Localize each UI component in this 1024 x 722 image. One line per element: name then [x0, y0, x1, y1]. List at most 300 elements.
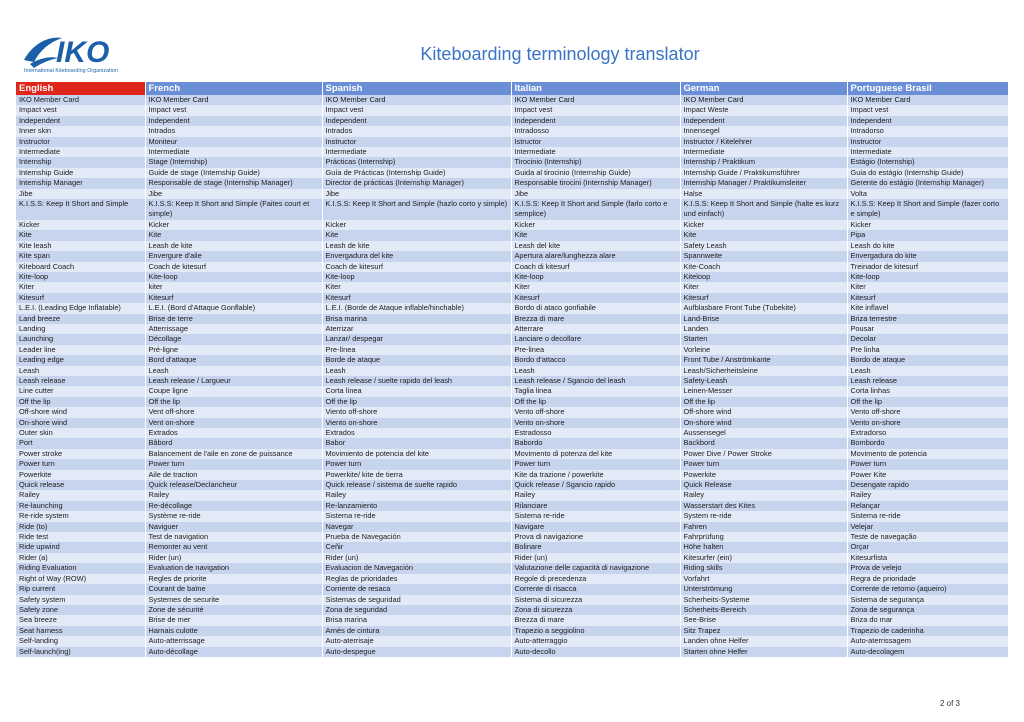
- cell-german: Kiter: [680, 282, 847, 292]
- cell-italian: Rilanciare: [511, 501, 680, 511]
- table-row: [16, 542, 1008, 552]
- cell-spanish: Viento off-shore: [322, 407, 511, 417]
- cell-english: Internship Guide: [16, 168, 145, 178]
- cell-italian: Prova di navigazione: [511, 532, 680, 542]
- cell-portuguese: Pousar: [847, 324, 1008, 334]
- cell-portuguese: K.I.S.S: Keep It Short and Simple (fazer corto e simple): [847, 199, 1008, 220]
- table-row: [16, 636, 1008, 646]
- cell-portuguese: Intermediate: [847, 147, 1008, 157]
- table-row: [16, 626, 1008, 636]
- cell-italian: Bordo di ataco gonfiabile: [511, 303, 680, 313]
- table-row: [16, 386, 1008, 396]
- cell-french: Moniteur: [145, 137, 322, 147]
- cell-portuguese: Auto-aterrissagem: [847, 636, 1008, 646]
- cell-spanish: Extrados: [322, 428, 511, 438]
- cell-english: Rider (a): [16, 553, 145, 563]
- cell-german: Scherheits-Bereich: [680, 605, 847, 615]
- cell-german: Fahrprüfung: [680, 532, 847, 542]
- cell-german: Land-Brise: [680, 314, 847, 324]
- table-row: [16, 522, 1008, 532]
- cell-italian: Brezza di mare: [511, 615, 680, 625]
- cell-italian: Rider (un): [511, 553, 680, 563]
- cell-french: Zone de sécurité: [145, 605, 322, 615]
- cell-english: Leash: [16, 366, 145, 376]
- cell-portuguese: Leash do kite: [847, 241, 1008, 251]
- table-row: [16, 105, 1008, 115]
- cell-italian: Trapezio a seggiolino: [511, 626, 680, 636]
- table-row: [16, 605, 1008, 615]
- table-row: [16, 168, 1008, 178]
- cell-english: Power turn: [16, 459, 145, 469]
- cell-german: Powerkite: [680, 470, 847, 480]
- cell-german: Off the lip: [680, 397, 847, 407]
- cell-english: Seat harness: [16, 626, 145, 636]
- cell-portuguese: Independent: [847, 116, 1008, 126]
- cell-german: Kite: [680, 230, 847, 240]
- cell-english: Leash release: [16, 376, 145, 386]
- cell-spanish: Arnés de cintura: [322, 626, 511, 636]
- table-row: [16, 95, 1008, 105]
- cell-french: Remonter au vent: [145, 542, 322, 552]
- cell-spanish: Pre-línea: [322, 345, 511, 355]
- cell-spanish: Envergadura del kite: [322, 251, 511, 261]
- cell-french: Kite: [145, 230, 322, 240]
- cell-english: Ride (to): [16, 522, 145, 532]
- cell-french: Auto-décollage: [145, 647, 322, 657]
- table-row: [16, 574, 1008, 584]
- cell-portuguese: Leash release: [847, 376, 1008, 386]
- cell-portuguese: Corrente de retorno (aqueiro): [847, 584, 1008, 594]
- cell-english: Kite leash: [16, 241, 145, 251]
- cell-spanish: Ceñir: [322, 542, 511, 552]
- cell-portuguese: Trapezio de caderinha: [847, 626, 1008, 636]
- cell-german: Kiteloop: [680, 272, 847, 282]
- table-row: [16, 449, 1008, 459]
- cell-spanish: Intermediate: [322, 147, 511, 157]
- cell-german: Off-shore wind: [680, 407, 847, 417]
- cell-french: Vent on-shore: [145, 418, 322, 428]
- cell-portuguese: Decolar: [847, 334, 1008, 344]
- cell-english: Line cutter: [16, 386, 145, 396]
- cell-german: Railey: [680, 490, 847, 500]
- cell-portuguese: Estágio (Internship): [847, 157, 1008, 167]
- cell-french: Atterrissage: [145, 324, 322, 334]
- cell-portuguese: Movimento de potencia: [847, 449, 1008, 459]
- cell-portuguese: Teste de navegação: [847, 532, 1008, 542]
- table-row: [16, 126, 1008, 136]
- cell-german: IKO Member Card: [680, 95, 847, 105]
- cell-spanish: Impact vest: [322, 105, 511, 115]
- cell-french: L.E.I. (Bord d'Attaque Gonflable): [145, 303, 322, 313]
- cell-italian: Corrente di risacca: [511, 584, 680, 594]
- cell-english: K.I.S.S: Keep It Short and Simple: [16, 199, 145, 220]
- cell-spanish: Auto-aterrisaje: [322, 636, 511, 646]
- cell-italian: Intradosso: [511, 126, 680, 136]
- cell-french: Leash de kite: [145, 241, 322, 251]
- cell-german: Power turn: [680, 459, 847, 469]
- table-row: [16, 397, 1008, 407]
- table-row: [16, 137, 1008, 147]
- cell-german: Innensegel: [680, 126, 847, 136]
- cell-italian: Coach di kitesurf: [511, 262, 680, 272]
- cell-italian: Bolinare: [511, 542, 680, 552]
- cell-italian: Bordo d'attacco: [511, 355, 680, 365]
- cell-spanish: Re-lanzamiento: [322, 501, 511, 511]
- cell-spanish: Prueba de Navegación: [322, 532, 511, 542]
- cell-english: Kicker: [16, 220, 145, 230]
- cell-portuguese: Corta linhas: [847, 386, 1008, 396]
- cell-german: Scherheits-Systeme: [680, 595, 847, 605]
- table-row: [16, 272, 1008, 282]
- cell-english: Internship Manager: [16, 178, 145, 188]
- cell-portuguese: Pipa: [847, 230, 1008, 240]
- cell-english: Quick release: [16, 480, 145, 490]
- cell-portuguese: Kite inflavel: [847, 303, 1008, 313]
- cell-english: Safety system: [16, 595, 145, 605]
- cell-italian: Vento off-shore: [511, 407, 680, 417]
- cell-italian: Babordo: [511, 438, 680, 448]
- cell-english: Self-launch(ing): [16, 647, 145, 657]
- cell-spanish: Corriente de resaca: [322, 584, 511, 594]
- org-name: International Kiteboarding Organization: [24, 68, 118, 74]
- cell-portuguese: Auto-decolagem: [847, 647, 1008, 657]
- cell-italian: Sistema re-ride: [511, 511, 680, 521]
- cell-portuguese: Gerente do estágio (Internship Manager): [847, 178, 1008, 188]
- table-row: [16, 230, 1008, 240]
- cell-italian: Istructor: [511, 137, 680, 147]
- cell-portuguese: Kiter: [847, 282, 1008, 292]
- cell-english: Internship: [16, 157, 145, 167]
- cell-german: Unterströmung: [680, 584, 847, 594]
- cell-german: Aufblasbare Front Tube (Tubekite): [680, 303, 847, 313]
- cell-french: Jibe: [145, 189, 322, 199]
- cell-german: Wasserstart des Kites: [680, 501, 847, 511]
- cell-french: Re-décollage: [145, 501, 322, 511]
- cell-italian: Quick release / Sgancio rapido: [511, 480, 680, 490]
- table-row: [16, 220, 1008, 230]
- cell-portuguese: Vento off-shore: [847, 407, 1008, 417]
- table-body: [16, 95, 1008, 657]
- cell-portuguese: Railey: [847, 490, 1008, 500]
- cell-german: See-Brise: [680, 615, 847, 625]
- cell-spanish: Powerkite/ kite de tierra: [322, 470, 511, 480]
- table-row: [16, 147, 1008, 157]
- cell-french: Railey: [145, 490, 322, 500]
- cell-italian: K.I.S.S: Keep It Short and Simple (farlo corto e semplice): [511, 199, 680, 220]
- cell-spanish: Rider (un): [322, 553, 511, 563]
- cell-portuguese: Kite-loop: [847, 272, 1008, 282]
- cell-french: Intrados: [145, 126, 322, 136]
- cell-portuguese: Pre linha: [847, 345, 1008, 355]
- cell-german: Halse: [680, 189, 847, 199]
- cell-spanish: Prácticas (Internship): [322, 157, 511, 167]
- table-row: [16, 490, 1008, 500]
- iko-logo: [20, 30, 160, 82]
- cell-french: Bâbord: [145, 438, 322, 448]
- cell-italian: Intermediate: [511, 147, 680, 157]
- cell-english: Self-landing: [16, 636, 145, 646]
- table-row: [16, 438, 1008, 448]
- cell-spanish: Lanzar/ despegar: [322, 334, 511, 344]
- cell-german: System re-ride: [680, 511, 847, 521]
- cell-english: Instructor: [16, 137, 145, 147]
- cell-italian: Navigare: [511, 522, 680, 532]
- cell-german: Kicker: [680, 220, 847, 230]
- cell-portuguese: Power turn: [847, 459, 1008, 469]
- cell-spanish: Brisa marina: [322, 314, 511, 324]
- cell-english: Re-ride system: [16, 511, 145, 521]
- cell-spanish: Viento on-shore: [322, 418, 511, 428]
- table-row: [16, 584, 1008, 594]
- cell-portuguese: Impact vest: [847, 105, 1008, 115]
- cell-portuguese: Intradorso: [847, 126, 1008, 136]
- cell-italian: Auto-atterraggio: [511, 636, 680, 646]
- cell-english: Kitesurf: [16, 293, 145, 303]
- cell-italian: Kiter: [511, 282, 680, 292]
- cell-french: Kicker: [145, 220, 322, 230]
- cell-english: Powerkite: [16, 470, 145, 480]
- cell-french: Off the lip: [145, 397, 322, 407]
- cell-spanish: Guía de Prácticas (Internship Guide): [322, 168, 511, 178]
- cell-german: Starten ohne Helfer: [680, 647, 847, 657]
- cell-english: Power stroke: [16, 449, 145, 459]
- cell-portuguese: Guia do estágio (Internship Guide): [847, 168, 1008, 178]
- cell-german: Internship Manager / Praktikumsleiter: [680, 178, 847, 188]
- cell-portuguese: Bombordo: [847, 438, 1008, 448]
- cell-german: Front Tube / Anströmkante: [680, 355, 847, 365]
- table-row: [16, 366, 1008, 376]
- table-row: [16, 428, 1008, 438]
- cell-spanish: Kitesurf: [322, 293, 511, 303]
- cell-spanish: Reglas de prioridades: [322, 574, 511, 584]
- cell-spanish: Jibe: [322, 189, 511, 199]
- cell-english: IKO Member Card: [16, 95, 145, 105]
- cell-english: Right of Way (ROW): [16, 574, 145, 584]
- table-row: [16, 314, 1008, 324]
- cell-spanish: Kite: [322, 230, 511, 240]
- table-row: [16, 376, 1008, 386]
- cell-german: Leinen-Messer: [680, 386, 847, 396]
- cell-italian: IKO Member Card: [511, 95, 680, 105]
- cell-italian: Kitesurf: [511, 293, 680, 303]
- cell-portuguese: Zona de segurança: [847, 605, 1008, 615]
- table-row: [16, 501, 1008, 511]
- cell-spanish: Leash release / suelte rapido del leash: [322, 376, 511, 386]
- cell-italian: Apertura alare/lunghezza alare: [511, 251, 680, 261]
- cell-spanish: Coach de kitesurf: [322, 262, 511, 272]
- cell-spanish: Movimiento de potencia del kite: [322, 449, 511, 459]
- cell-portuguese: Sistema de segurança: [847, 595, 1008, 605]
- cell-portuguese: IKO Member Card: [847, 95, 1008, 105]
- cell-italian: Power turn: [511, 459, 680, 469]
- cell-french: Envergure d'aile: [145, 251, 322, 261]
- cell-spanish: Babor: [322, 438, 511, 448]
- cell-spanish: L.E.I. (Borde de Ataque inflable/hinchable): [322, 303, 511, 313]
- column-header-english: English: [16, 82, 145, 95]
- cell-italian: Jibe: [511, 189, 680, 199]
- cell-french: K.I.S.S: Keep It Short and Simple (Faites court et simple): [145, 199, 322, 220]
- cell-spanish: Leash: [322, 366, 511, 376]
- column-header-italian: Italian: [511, 82, 680, 95]
- cell-french: Extrados: [145, 428, 322, 438]
- cell-english: L.E.I. (Leading Edge Inflatable): [16, 303, 145, 313]
- cell-german: Safety Leash: [680, 241, 847, 251]
- table-row: [16, 189, 1008, 199]
- cell-italian: Zona di sicurezza: [511, 605, 680, 615]
- cell-spanish: Intrados: [322, 126, 511, 136]
- table-row: [16, 334, 1008, 344]
- cell-french: Courant de baïne: [145, 584, 322, 594]
- table-row: [16, 251, 1008, 261]
- cell-german: Spannweite: [680, 251, 847, 261]
- table-row: [16, 407, 1008, 417]
- cell-italian: Leash: [511, 366, 680, 376]
- cell-portuguese: Bordo de ataque: [847, 355, 1008, 365]
- cell-german: Starten: [680, 334, 847, 344]
- column-header-german: German: [680, 82, 847, 95]
- cell-italian: Vento on-shore: [511, 418, 680, 428]
- cell-french: Kite-loop: [145, 272, 322, 282]
- cell-german: Riding skills: [680, 563, 847, 573]
- cell-english: Sea breeze: [16, 615, 145, 625]
- table-row: [16, 615, 1008, 625]
- cell-spanish: Evaluacion de Navegación: [322, 563, 511, 573]
- cell-spanish: Kiter: [322, 282, 511, 292]
- table-row: [16, 511, 1008, 521]
- cell-french: Naviguer: [145, 522, 322, 532]
- cell-german: Landen: [680, 324, 847, 334]
- cell-spanish: Instructor: [322, 137, 511, 147]
- table-row: [16, 647, 1008, 657]
- cell-portuguese: Leash: [847, 366, 1008, 376]
- cell-french: Bord d'attaque: [145, 355, 322, 365]
- cell-spanish: Zona de seguridad: [322, 605, 511, 615]
- column-header-spanish: Spanish: [322, 82, 511, 95]
- table-row: [16, 459, 1008, 469]
- table-row: [16, 355, 1008, 365]
- cell-spanish: Quick release / sistema de suelte rapido: [322, 480, 511, 490]
- cell-english: Landing: [16, 324, 145, 334]
- cell-portuguese: Prova de velejo: [847, 563, 1008, 573]
- cell-german: Quick Release: [680, 480, 847, 490]
- cell-portuguese: Kitesurfista: [847, 553, 1008, 563]
- cell-italian: Tirocinio (Internship): [511, 157, 680, 167]
- cell-french: Kitesurf: [145, 293, 322, 303]
- cell-italian: Auto-decollo: [511, 647, 680, 657]
- cell-english: Inner skin: [16, 126, 145, 136]
- cell-french: Leash: [145, 366, 322, 376]
- cell-portuguese: Orçar: [847, 542, 1008, 552]
- cell-italian: Off the lip: [511, 397, 680, 407]
- cell-italian: Pre-linea: [511, 345, 680, 355]
- cell-german: Landen ohne Helfer: [680, 636, 847, 646]
- cell-french: Stage (Internship): [145, 157, 322, 167]
- cell-english: Jibe: [16, 189, 145, 199]
- cell-spanish: Independent: [322, 116, 511, 126]
- cell-italian: Lanciare o decollare: [511, 334, 680, 344]
- cell-english: Riding Evaluation: [16, 563, 145, 573]
- cell-english: Re-launching: [16, 501, 145, 511]
- cell-german: Internship Guide / Praktikumsführer: [680, 168, 847, 178]
- cell-italian: Guida al tirocinio (Internship Guide): [511, 168, 680, 178]
- table-row: [16, 303, 1008, 313]
- cell-french: Leash release / Largueur: [145, 376, 322, 386]
- cell-french: Rider (un): [145, 553, 322, 563]
- table-row: [16, 480, 1008, 490]
- cell-english: Launching: [16, 334, 145, 344]
- cell-spanish: Kite-loop: [322, 272, 511, 282]
- cell-portuguese: Regra de prioridade: [847, 574, 1008, 584]
- table-row: [16, 116, 1008, 126]
- cell-italian: Movimento di potenza del kite: [511, 449, 680, 459]
- cell-english: Leader line: [16, 345, 145, 355]
- cell-english: Safety zone: [16, 605, 145, 615]
- cell-french: Quick release/Declancheur: [145, 480, 322, 490]
- table-row: [16, 282, 1008, 292]
- svg-text:IKO: IKO: [56, 36, 110, 68]
- cell-french: Pré-ligne: [145, 345, 322, 355]
- cell-english: Ride test: [16, 532, 145, 542]
- cell-portuguese: Extradorso: [847, 428, 1008, 438]
- cell-english: Kite: [16, 230, 145, 240]
- cell-spanish: Sistemas de seguridad: [322, 595, 511, 605]
- cell-italian: Kite-loop: [511, 272, 680, 282]
- cell-spanish: Kicker: [322, 220, 511, 230]
- cell-german: On-shore wind: [680, 418, 847, 428]
- cell-french: Systemes de securite: [145, 595, 322, 605]
- cell-english: Off-shore wind: [16, 407, 145, 417]
- cell-english: Kite span: [16, 251, 145, 261]
- cell-english: Leading edge: [16, 355, 145, 365]
- cell-spanish: K.I.S.S: Keep It Short and Simple (hazlo corto y simple): [322, 199, 511, 220]
- cell-spanish: Borde de ataque: [322, 355, 511, 365]
- terminology-table: [16, 82, 1009, 657]
- page-title: Kiteboarding terminology translator: [420, 44, 700, 64]
- cell-french: Regles de priorite: [145, 574, 322, 584]
- cell-italian: Impact vest: [511, 105, 680, 115]
- cell-german: Intermediate: [680, 147, 847, 157]
- cell-english: Rip current: [16, 584, 145, 594]
- cell-italian: Sistema di sicurezza: [511, 595, 680, 605]
- cell-french: Décollage: [145, 334, 322, 344]
- cell-french: kiter: [145, 282, 322, 292]
- cell-french: Auto-atterrissage: [145, 636, 322, 646]
- cell-spanish: Aterrizar: [322, 324, 511, 334]
- cell-portuguese: Kitesurf: [847, 293, 1008, 303]
- cell-english: Kiter: [16, 282, 145, 292]
- cell-portuguese: Briza do mar: [847, 615, 1008, 625]
- cell-italian: Regole di precedenza: [511, 574, 680, 584]
- cell-german: Leash/Sicherheitsleine: [680, 366, 847, 376]
- cell-french: Vent off-shore: [145, 407, 322, 417]
- table-row: [16, 241, 1008, 251]
- table-row: [16, 157, 1008, 167]
- cell-english: On-shore wind: [16, 418, 145, 428]
- cell-italian: Kite: [511, 230, 680, 240]
- cell-german: Vorfahrt: [680, 574, 847, 584]
- cell-portuguese: Desengate rapido: [847, 480, 1008, 490]
- cell-french: Evaluation de navigation: [145, 563, 322, 573]
- cell-english: Off the lip: [16, 397, 145, 407]
- cell-french: Brise de mer: [145, 615, 322, 625]
- cell-portuguese: Vento on-shore: [847, 418, 1008, 428]
- cell-portuguese: Envergadura do kite: [847, 251, 1008, 261]
- cell-german: Safety-Leash: [680, 376, 847, 386]
- cell-german: Fahren: [680, 522, 847, 532]
- cell-spanish: Corta línea: [322, 386, 511, 396]
- cell-french: Responsable de stage (Internship Manager): [145, 178, 322, 188]
- cell-french: Power turn: [145, 459, 322, 469]
